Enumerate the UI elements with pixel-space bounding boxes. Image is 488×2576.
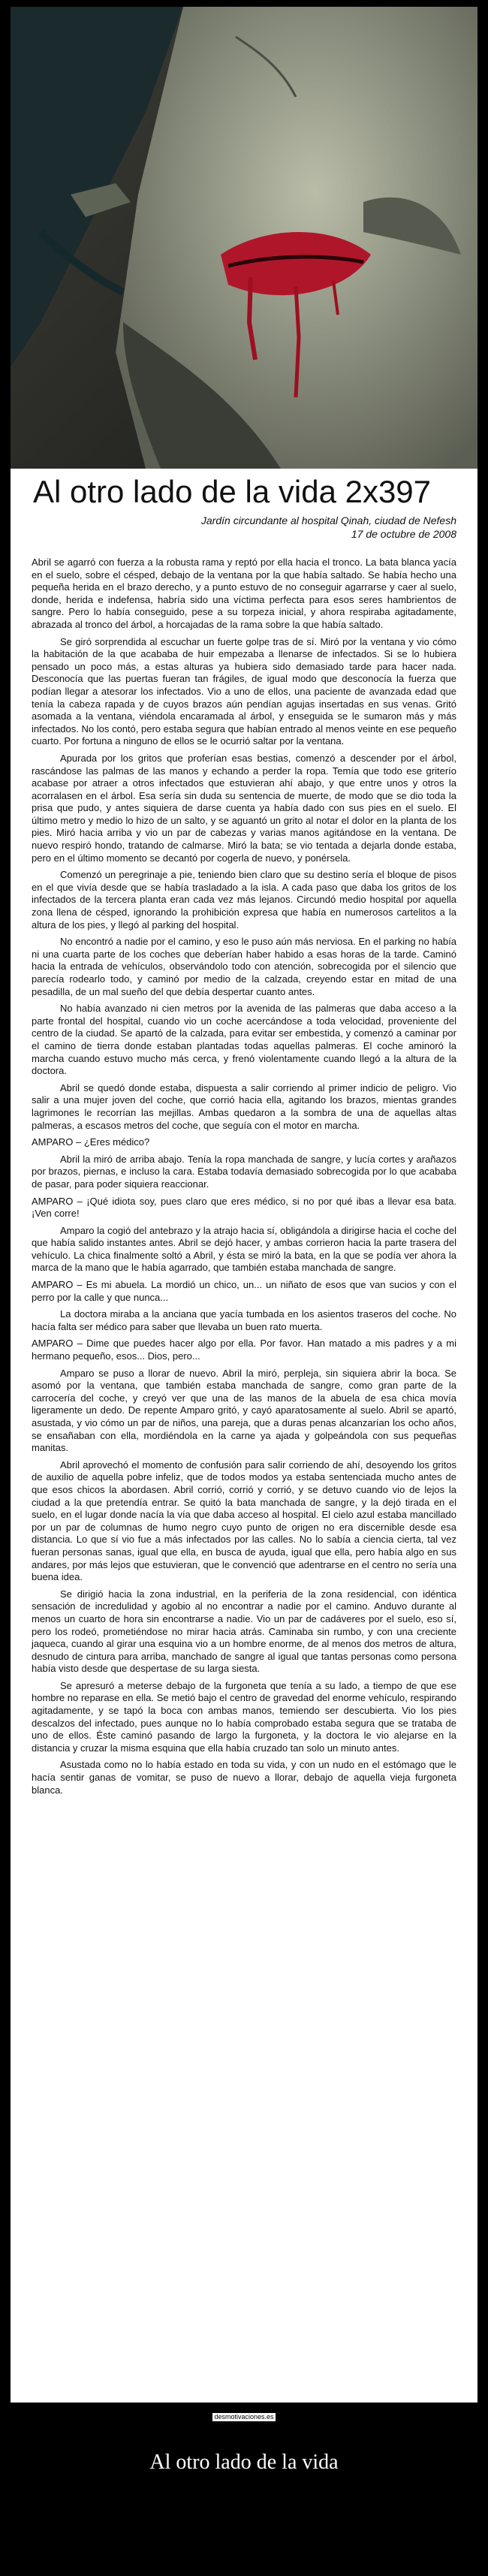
story-location: Jardín circundante al hospital Qinah, ciudad de Nefesh xyxy=(200,514,456,526)
footer-title: Al otro lado de la vida xyxy=(149,2451,339,2474)
story-paragraph: Abril la miró de arriba abajo. Tenía la ropa manchada de sangre, y lucía cortes y arañazos por brazos, piernas, e incluso la cara. Estaba todavía demasiado sobrecogida por lo que acababa de pasar, para poder siquiera reaccionar. xyxy=(32,1153,456,1190)
story-paragraph: Abril se agarró con fuerza a la robusta rama y reptó por ella hacia el tronco. La bata blanca yacía en el suelo, sobre el césped, debajo de la ventana por la que había saltado. Se había hecho una pequeña herida en el brazo derecho, y a punto estuvo de no conseguir agarrarse y caer al suelo, donde, herida e indefensa, habría sido una víctima perfecta para esos seres hambrientos de sangre. Pero lo había conseguido, pese a su torpeza inicial, y ahora respiraba agitadamente, abrazada al tronco del árbol, a horcajadas de la rama sobre la que había saltado. xyxy=(32,557,456,630)
story-paragraph: Asustada como no lo había estado en toda su vida, y con un nudo en el estómago que le hacía sentir ganas de vomitar, se puso de nuevo a llorar, debajo de aquella vieja furgoneta blanca. xyxy=(32,1759,456,1796)
story-paragraph: Comenzó un peregrinaje a pie, teniendo bien claro que su destino sería el bloque de pisos en el que vivía desde que se había trasladado a la isla. A cada paso que daba los gritos de los infectados de la tercera planta eran cada vez más lejanos. Circundó medio hospital por aquella zona llena de césped, ignorando la prohibición expresa que había en numerosos cartelitos a la altura de los pies, y llegó al parking del hospital. xyxy=(32,869,456,931)
zombie-face-illustration xyxy=(11,7,477,469)
story-subtitle xyxy=(36,514,456,541)
story-paragraph: AMPARO – Es mi abuela. La mordió un chico, un... un niñato de esos que van sucios y con el perro por la calle y que nunca... xyxy=(32,1279,456,1303)
story-title: Al otro lado de la vida 2x397 xyxy=(33,474,432,509)
story-paragraph: No había avanzado ni cien metros por la avenida de las palmeras que daba acceso a la parte frontal del hospital, cuando vio un coche acercándose a toda velocidad, proveniente del centro de la ciudad. Se apartó de la calzada, para evitar ser embestida, y comenzó a caminar por el camino de tierra donde estaban plantadas todas aquellas palmeras. El coche aminoró la marcha cuando estuvo mucho más cerca, y frenó violentamente cuando llegó a la altura de la doctora. xyxy=(32,1003,456,1077)
story-paragraph: Amparo se puso a llorar de nuevo. Abril la miró, perpleja, sin siquiera abrir la boca. Se asomó por la ventana, que también estaba manchada de sangre, como gran parte de la carrocería del coche, y creyó ver que una de las manos de la abuela de esa chica movía ligeramente un dedo. De repente Amparo gritó, y cayó aparatosamente al suelo. Abril se apartó, asustada, y vio cómo un par de niños, una pareja, que a duras penas alcanzarían los ocho años, se ensañaban con ella, mordiéndola en la carne ya ajada y golpeándola con sus pequeñas manitas. xyxy=(32,1367,456,1454)
story-paragraph: AMPARO – Dime que puedes hacer algo por ella. Por favor. Han matado a mis padres y a mi hermano pequeño, esos... Dios, pero... xyxy=(32,1338,456,1362)
illustration-image xyxy=(11,7,477,469)
story-paragraph: No encontró a nadie por el camino, y eso le puso aún más nerviosa. En el parking no había ni una cuarta parte de los coches que deberían haber habido a esas horas de la tarde. Caminó hacia la entrada de vehículos, observándolo todo con atención, sobrecogida por el silencio que parecía rodearlo todo, y caminó por medio de la calzada, creyendo estar en mitad de una pesadilla, de un mal sueño del que debía despertar cuanto antes. xyxy=(32,936,456,997)
story-paragraph: Se giró sorprendida al escuchar un fuerte golpe tras de sí. Miró por la ventana y vio cómo la habitación de la que acababa de huir empezaba a llenarse de infectados. Si se lo hubiera pensado un poco más, a estas alturas ya hubiera sido demasiado tarde para hacer nada. Desconocía que las puertas fueran tan frágiles, de igual modo que desconocía la fuerza que podían llegar a atesorar los infectados. Vio a uno de ellos, una paciente de avanzada edad que tenía la cabeza rapada y de cuyos brazos aún pendían agujas insertadas en sus venas. Gritó asomada a la ventana, viéndola encaramada al árbol, y enseguida se le sumaron más y más infectados. No los contó, pero estaba segura que habían entrado al menos veinte en ese pequeño cuarto. Por fortuna a ninguno de ellos se le ocurrió saltar por la ventana. xyxy=(32,635,456,747)
site-watermark[interactable]: desmotivaciones.es xyxy=(212,2413,276,2421)
story-paragraph: AMPARO – ¡Qué idiota soy, pues claro que eres médico, si no por qué ibas a llevar esa bata. ¡Ven corre! xyxy=(32,1195,456,1220)
story-paragraph: AMPARO – ¿Eres médico? xyxy=(32,1136,150,1148)
story-paragraph: Se dirigió hacia la zona industrial, en la periferia de la zona residencial, con idéntica sensación de incredulidad y agobio al no encontrar a nadie por el camino. Anduvo durante al menos un cuarto de hora sin encontrarse a nadie. Vio un par de cadáveres por el suelo, eso sí, pero los rodeó, prometiéndose no mirar hacia atrás. Caminaba sin rumbo, y con una creciente jaqueca, cuando al girar una esquina vio a un hombre enorme, de al menos dos metros de altura, desnudo de cintura para arriba, manchado de sangre al igual que tantas personas como persona había visto desde que despertase de su larga siesta. xyxy=(32,1588,456,1675)
poster-card xyxy=(11,7,477,2403)
story-paragraph: Abril se quedó donde estaba, dispuesta a salir corriendo al primer indicio de peligro. Vio salir a una mujer joven del coche, que corrió hacia ella, agitando los brazos, mientas grandes lagrimones le recorrían las mejillas. Ambas quedaron a la sombra de una de aquellas altas palmeras, a escasos metros del coche, que seguía con el motor en marcha. xyxy=(32,1081,456,1131)
story-paragraph: Se apresuró a meterse debajo de la furgoneta que tenía a su lado, a tiempo de que ese hombre no reparase en ella. Se metió bajo el centro de gravedad del enorme vehículo, respirando agitadamente, y se tapó la boca con ambas manos, temiendo ser descubierta. Vio los pies descalzos del infectado, pues aunque no lo había comprobado estaba segura que se trataba de uno de ellos. Éste caminó pasando de largo la furgoneta, y la doctora le vio alejarse en la distancia y cruzar la misma esquina que ella había cruzado tan solo un minuto antes. xyxy=(32,1679,456,1754)
story-date: 17 de octubre de 2008 xyxy=(351,528,456,540)
story-body xyxy=(32,557,456,1801)
story-paragraph: La doctora miraba a la anciana que yacía tumbada en los asientos traseros del coche. No hacía falta ser médico para saber que llevaba un buen rato muerta. xyxy=(32,1308,456,1332)
story-paragraph: Abril aprovechó el momento de confusión para salir corriendo de ahí, desoyendo los gritos de auxilio de aquella pobre infeliz, que de todos modos ya estaba sentenciada mucho antes de que esos chicos la abordasen. Abril corrió, corrió y corrió, y se detuvo cuando vio de lejos la ciudad a la que pretendía entrar. Se quitó la bata manchada de sangre, y la dejó tirada en el suelo, en el lugar donde nacía la vía que daba acceso al hospital. El cielo azul estaba mancillado por un par de columnas de humo negro cuyo punto de origen no era discernible desde esa distancia. Lo que sí vio fue a más infectados por las calles. No lo sabía a ciencia cierta, tal vez fueran personas sanas, igual que ella, en busca de ayuda, igual que ella, pero había algo en sus andares, por más lejos que estuvieran, que le convenció que adentrarse en el centro no sería una buena idea. xyxy=(32,1458,456,1583)
story-paragraph: Apurada por los gritos que proferían esas bestias, comenzó a descender por el árbol, rascándose las palmas de las manos y echando a perder la ropa. Temía que todo ese griterío acabase por atraer a otros infectados que estuvieran ahí abajo, y que entre unos y otros la acorralasen en el árbol. Esa sería sin duda su sentencia de muerte, de modo que se dio toda la prisa que pudo, y antes siquiera de darse cuenta ya había dado con sus pies en el suelo. El último metro y medio lo hizo de un salto, y se aguantó un grito al notar el dolor en la planta de los pies. Miró hacia arriba y vio un par de cabezas y varias manos agitándose en la ventana. De nuevo respiró hondo, tratando de calmarse. Miró la bata; se vio tentada a dejarla donde estaba, pero en el último momento se decantó por cogerla de nuevo, y ponérsela. xyxy=(32,752,456,864)
story-paragraph: Amparo la cogió del antebrazo y la atrajo hacia sí, obligándola a dirigirse hacia el coche del que había salido instantes antes. Abril se dejó hacer, y ambas corrieron hacia la parte trasera del vehículo. La chica finalmente soltó a Abril, y ésta se miró la bata, en la que se podía ver ahora la marca de la mano que le había agarrado, que también estaba manchada de sangre. xyxy=(32,1224,456,1274)
